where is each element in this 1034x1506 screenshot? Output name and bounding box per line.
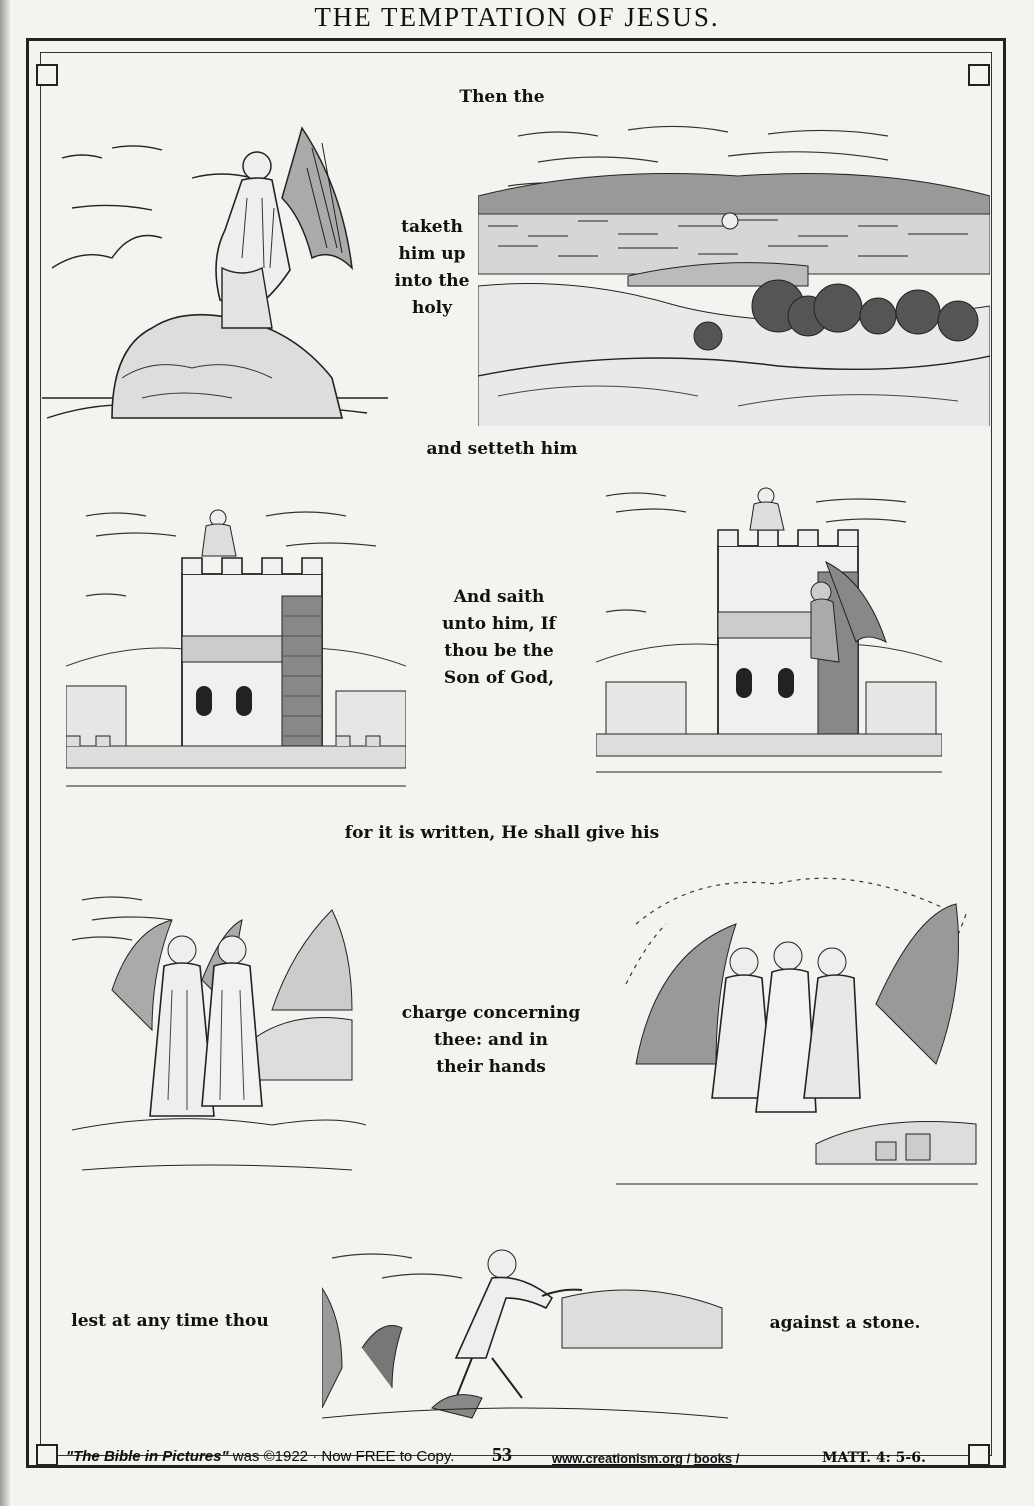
website-link[interactable]: www.creationism.org (552, 1451, 683, 1466)
caption-line: him up (398, 244, 466, 264)
caption-taketh (390, 214, 474, 322)
caption-line: their hands (436, 1057, 546, 1077)
caption-line: taketh (401, 217, 463, 237)
frame-corner-bottom-right (968, 1444, 990, 1466)
footer-copyright (66, 1448, 454, 1465)
caption-line: Son of God, (443, 668, 555, 688)
caption-line: into the (394, 271, 470, 291)
temple-icon (66, 496, 406, 800)
angels-icon (72, 880, 366, 1186)
devil-icon (42, 118, 388, 438)
footer-url (552, 1450, 739, 1467)
caption-saith (424, 584, 574, 692)
caption-line: thee: and in (433, 1030, 549, 1050)
page-number: 53 (492, 1444, 512, 1466)
caption-written: for it is written, He shall give his (344, 823, 660, 843)
caption-lest: lest at any time thou (71, 1311, 269, 1331)
caption-line: And saith (453, 587, 545, 607)
temple-devil-icon (596, 482, 942, 778)
frame-corner-bottom-left (36, 1444, 58, 1466)
caption-charge (398, 1000, 584, 1081)
caption-line: unto him, If (442, 614, 556, 634)
angels-flying-icon (616, 864, 978, 1200)
book-title: "The Bible in Pictures" (66, 1448, 229, 1465)
frame-corner-top-right (968, 64, 990, 86)
scripture-reference: MATT. 4: 5-6. (822, 1450, 926, 1466)
caption-line: thou be the (444, 641, 554, 661)
copyright-text: was ©1922 · Now FREE to Copy. (228, 1448, 455, 1465)
page-edge-shadow (0, 0, 10, 1506)
url-separator: / (683, 1451, 694, 1466)
caption-setteth: and setteth him (426, 439, 578, 459)
caption-line: charge concerning (401, 1003, 581, 1023)
stumbling-man-icon (322, 1228, 728, 1428)
city-icon (478, 116, 990, 426)
caption-then-the: Then the (459, 87, 545, 107)
page-title: THE TEMPTATION OF JESUS. (314, 2, 720, 32)
url-separator: / (732, 1451, 740, 1466)
caption-stone: against a stone. (769, 1313, 921, 1333)
caption-line: holy (411, 298, 453, 318)
books-link[interactable]: books (693, 1451, 733, 1466)
frame-corner-top-left (36, 64, 58, 86)
